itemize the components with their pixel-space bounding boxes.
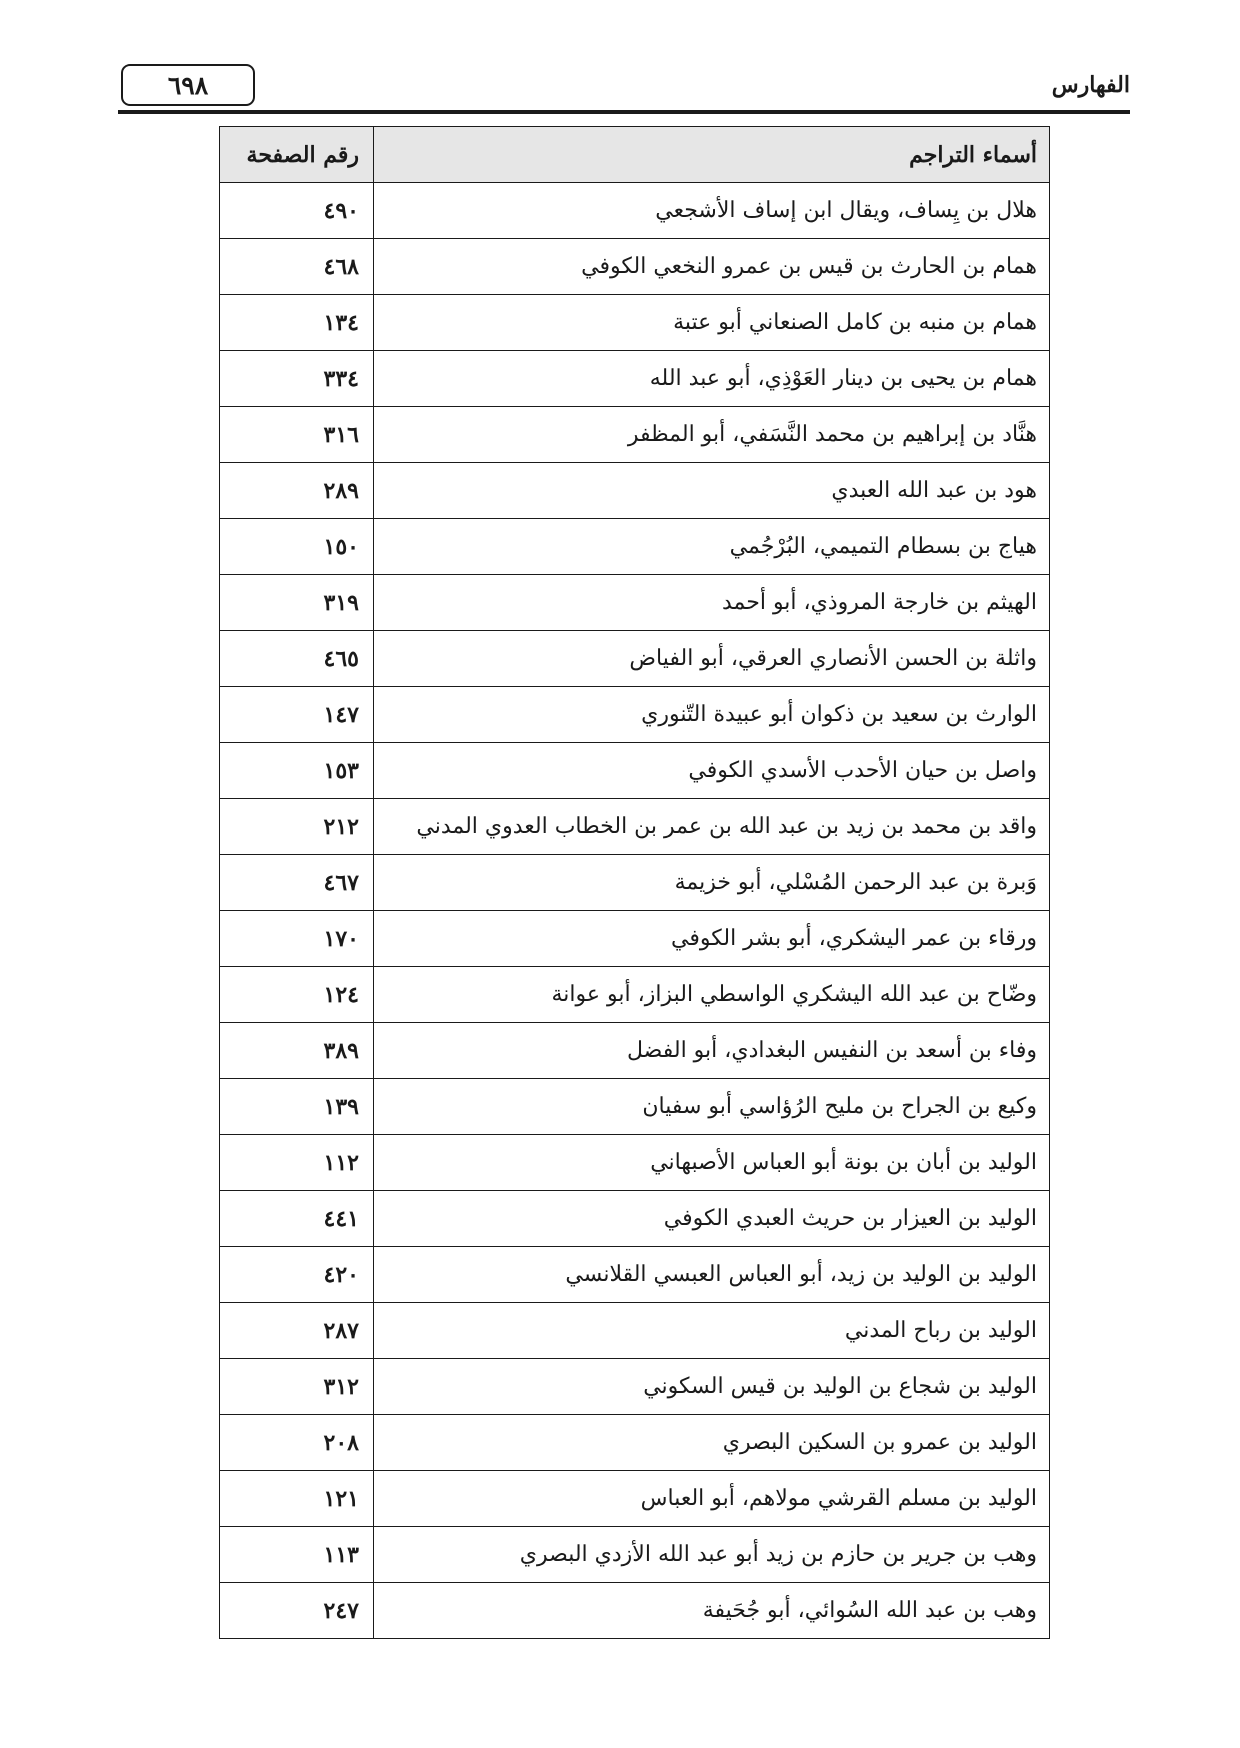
biography-name: همام بن منبه بن كامل الصنعاني أبو عتبة <box>374 295 1050 351</box>
table-row <box>220 1303 1050 1359</box>
table-row <box>220 1359 1050 1415</box>
biography-name: واثلة بن الحسن الأنصاري العرقي، أبو الفياض <box>374 631 1050 687</box>
header-rule <box>118 110 1130 114</box>
table-body <box>220 183 1050 1639</box>
page-reference: ١٣٩ <box>220 1079 374 1135</box>
page-reference: ٣٨٩ <box>220 1023 374 1079</box>
page-reference: ٢٨٩ <box>220 463 374 519</box>
table-row <box>220 1079 1050 1135</box>
biography-name: وفاء بن أسعد بن النفيس البغدادي، أبو الفضل <box>374 1023 1050 1079</box>
page-reference: ١٣٤ <box>220 295 374 351</box>
biography-name: ورقاء بن عمر اليشكري، أبو بشر الكوفي <box>374 911 1050 967</box>
page-reference: ١١٢ <box>220 1135 374 1191</box>
biography-name: الوليد بن الوليد بن زيد، أبو العباس العبسي القلانسي <box>374 1247 1050 1303</box>
column-header-names: أسماء التراجم <box>374 127 1050 183</box>
page-reference: ٣٣٤ <box>220 351 374 407</box>
table-row <box>220 687 1050 743</box>
table-row <box>220 463 1050 519</box>
table-row <box>220 743 1050 799</box>
biography-name: الوليد بن مسلم القرشي مولاهم، أبو العباس <box>374 1471 1050 1527</box>
biography-name: همام بن يحيى بن دينار العَوْذِي، أبو عبد الله <box>374 351 1050 407</box>
page-reference: ٤٢٠ <box>220 1247 374 1303</box>
page-reference: ١٧٠ <box>220 911 374 967</box>
page-reference: ٤٦٧ <box>220 855 374 911</box>
table-row <box>220 1191 1050 1247</box>
biography-name: وَبرة بن عبد الرحمن المُسْلي، أبو خزيمة <box>374 855 1050 911</box>
page-reference: ٢٠٨ <box>220 1415 374 1471</box>
table-row <box>220 855 1050 911</box>
page-reference: ٢٤٧ <box>220 1583 374 1639</box>
biography-name: هنَّاد بن إبراهيم بن محمد النَّسَفي، أبو المظفر <box>374 407 1050 463</box>
page-reference: ٢٨٧ <box>220 1303 374 1359</box>
biographies-index-table <box>219 126 1050 1639</box>
biography-name: هلال بن يِساف، ويقال ابن إساف الأشجعي <box>374 183 1050 239</box>
biography-name: الهيثم بن خارجة المروذي، أبو أحمد <box>374 575 1050 631</box>
biography-name: وهب بن جرير بن حازم بن زيد أبو عبد الله الأزدي البصري <box>374 1527 1050 1583</box>
table-row <box>220 519 1050 575</box>
page-number: ٦٩٨ <box>121 64 255 106</box>
biography-name: الوليد بن أبان بن بونة أبو العباس الأصبهاني <box>374 1135 1050 1191</box>
table-row <box>220 1471 1050 1527</box>
page-reference: ٤٦٥ <box>220 631 374 687</box>
table-row <box>220 1527 1050 1583</box>
biography-name: واصل بن حيان الأحدب الأسدي الكوفي <box>374 743 1050 799</box>
table-row <box>220 631 1050 687</box>
page-reference: ١٢١ <box>220 1471 374 1527</box>
biography-name: واقد بن محمد بن زيد بن عبد الله بن عمر بن الخطاب العدوي المدني <box>374 799 1050 855</box>
table-row <box>220 1247 1050 1303</box>
page-reference: ١١٣ <box>220 1527 374 1583</box>
biography-name: وكيع بن الجراح بن مليح الرُؤاسي أبو سفيان <box>374 1079 1050 1135</box>
page-reference: ٤٩٠ <box>220 183 374 239</box>
biography-name: وهب بن عبد الله السُوائي، أبو جُحَيفة <box>374 1583 1050 1639</box>
biography-name: الوليد بن رباح المدني <box>374 1303 1050 1359</box>
table-row <box>220 1415 1050 1471</box>
biography-name: الوليد بن عمرو بن السكين البصري <box>374 1415 1050 1471</box>
table-row <box>220 407 1050 463</box>
biography-name: وضّاح بن عبد الله اليشكري الواسطي البزاز، أبو عوانة <box>374 967 1050 1023</box>
column-header-page: رقم الصفحة <box>220 127 374 183</box>
section-title: الفهارس <box>1051 72 1130 98</box>
page-reference: ٣١٢ <box>220 1359 374 1415</box>
table-row <box>220 575 1050 631</box>
page-reference: ٤٤١ <box>220 1191 374 1247</box>
biography-name: همام بن الحارث بن قيس بن عمرو النخعي الكوفي <box>374 239 1050 295</box>
table-row <box>220 183 1050 239</box>
biography-name: الوليد بن شجاع بن الوليد بن قيس السكوني <box>374 1359 1050 1415</box>
table-row <box>220 239 1050 295</box>
biography-name: هود بن عبد الله العبدي <box>374 463 1050 519</box>
page-header <box>118 60 1130 116</box>
table-row <box>220 1583 1050 1639</box>
table-row <box>220 967 1050 1023</box>
page-reference: ٢١٢ <box>220 799 374 855</box>
table-row <box>220 1135 1050 1191</box>
table-row <box>220 911 1050 967</box>
page-reference: ١٥٠ <box>220 519 374 575</box>
page-reference: ١٥٣ <box>220 743 374 799</box>
page-reference: ٣١٦ <box>220 407 374 463</box>
table-row <box>220 1023 1050 1079</box>
page-reference: ١٤٧ <box>220 687 374 743</box>
table-row <box>220 799 1050 855</box>
table-header-row <box>220 127 1050 183</box>
biography-name: الوليد بن العيزار بن حريث العبدي الكوفي <box>374 1191 1050 1247</box>
page-reference: ١٢٤ <box>220 967 374 1023</box>
biography-name: الوارث بن سعيد بن ذكوان أبو عبيدة التّنوري <box>374 687 1050 743</box>
table-row <box>220 351 1050 407</box>
page-reference: ٤٦٨ <box>220 239 374 295</box>
biography-name: هياج بن بسطام التميمي، البُرْجُمي <box>374 519 1050 575</box>
table-row <box>220 295 1050 351</box>
page-reference: ٣١٩ <box>220 575 374 631</box>
